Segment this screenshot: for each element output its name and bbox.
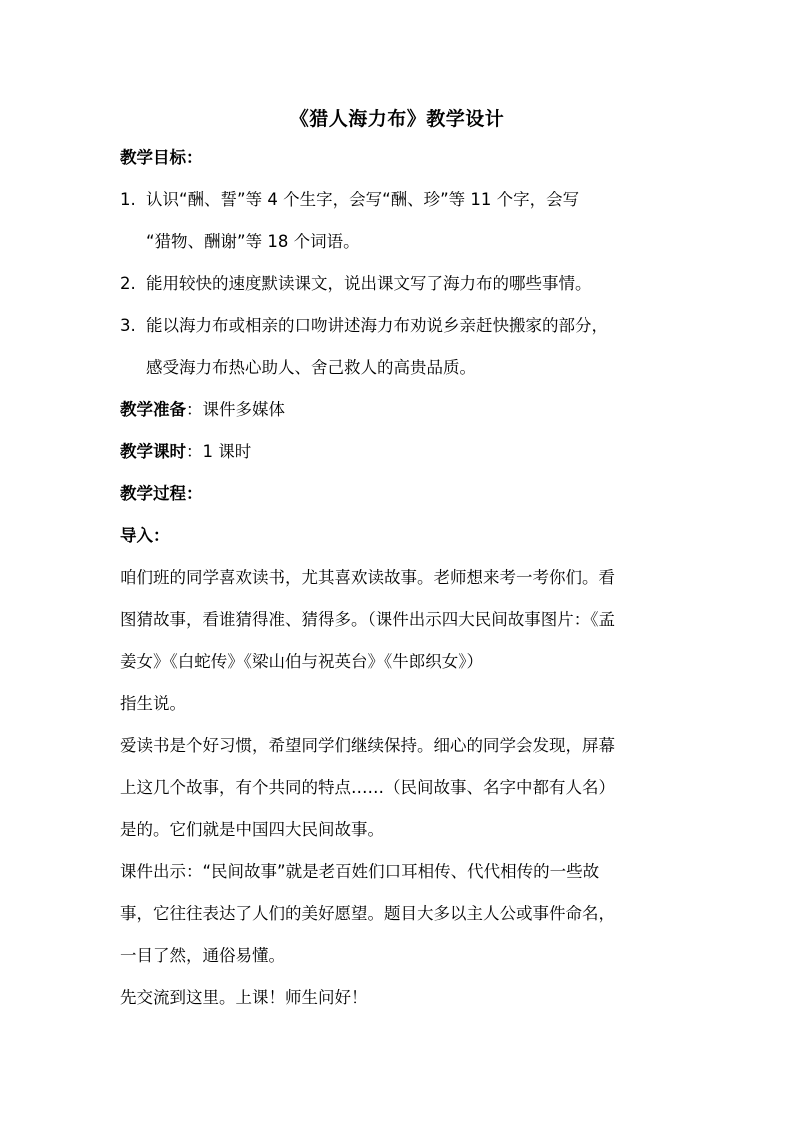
paragraph-line: 课件出示：“民间故事”就是老百姓们口耳相传、代代相传的一些故 <box>120 862 600 881</box>
paragraph-line: 爱读书是个好习惯，希望同学们继续保持。细心的同学会发现，屏幕 <box>120 736 615 755</box>
paragraph-line: 图猜故事，看谁猜得准、猜得多。（课件出示四大民间故事图片：《孟 <box>120 610 615 629</box>
objective-number: 1. <box>120 190 136 209</box>
objective-text: 能以海力布或相亲的口吻讲述海力布劝说乡亲赶快搬家的部分， <box>146 316 608 335</box>
objective-item-3-cont: 感受海力布热心助人、舍己救人的高贵品质。 <box>146 358 476 377</box>
paragraph-line: 上这几个故事，有个共同的特点……（民间故事、名字中都有人名） <box>120 778 615 797</box>
teaching-prep <box>120 398 285 422</box>
objective-number: 2. <box>120 274 136 293</box>
paragraph-line: 指生说。 <box>120 694 186 713</box>
paragraph-line: 咱们班的同学喜欢读书，尤其喜欢读故事。老师想来考一考你们。看 <box>120 568 615 587</box>
paragraph-line: 事，它往往表达了人们的美好愿望。题目大多以主人公或事件命名， <box>120 904 615 923</box>
objective-number: 3. <box>120 316 136 335</box>
objective-item-1-cont: “猎物、酬谢”等 18 个词语。 <box>146 232 360 251</box>
objective-text: 认识“酬、誓”等 4 个生字，会写“酬、珍”等 11 个字，会写 <box>146 190 580 209</box>
intro-heading: 导入： <box>120 526 170 545</box>
teaching-prep-value: ：课件多媒体 <box>186 400 285 419</box>
process-heading: 教学过程： <box>120 484 203 503</box>
teaching-hours-label: 教学课时 <box>120 442 186 461</box>
teaching-hours-value: ：1 课时 <box>186 442 252 461</box>
teaching-prep-label: 教学准备 <box>120 400 186 419</box>
paragraph-line: 是的。它们就是中国四大民间故事。 <box>120 820 384 839</box>
paragraph-line: 先交流到这里。上课！师生问好！ <box>120 988 368 1007</box>
objectives-heading: 教学目标： <box>120 148 203 167</box>
objective-item-2 <box>120 272 592 296</box>
paragraph-line: 一目了然，通俗易懂。 <box>120 946 285 965</box>
objective-text: 能用较快的速度默读课文，说出课文写了海力布的哪些事情。 <box>146 274 592 293</box>
objective-item-1 <box>120 188 579 212</box>
paragraph-line: 姜女》《白蛇传》《梁山伯与祝英台》《牛郎织女》） <box>120 652 483 671</box>
document-title: 《猎人海力布》教学设计 <box>289 108 505 130</box>
teaching-hours <box>120 440 251 464</box>
objective-item-3 <box>120 314 608 338</box>
